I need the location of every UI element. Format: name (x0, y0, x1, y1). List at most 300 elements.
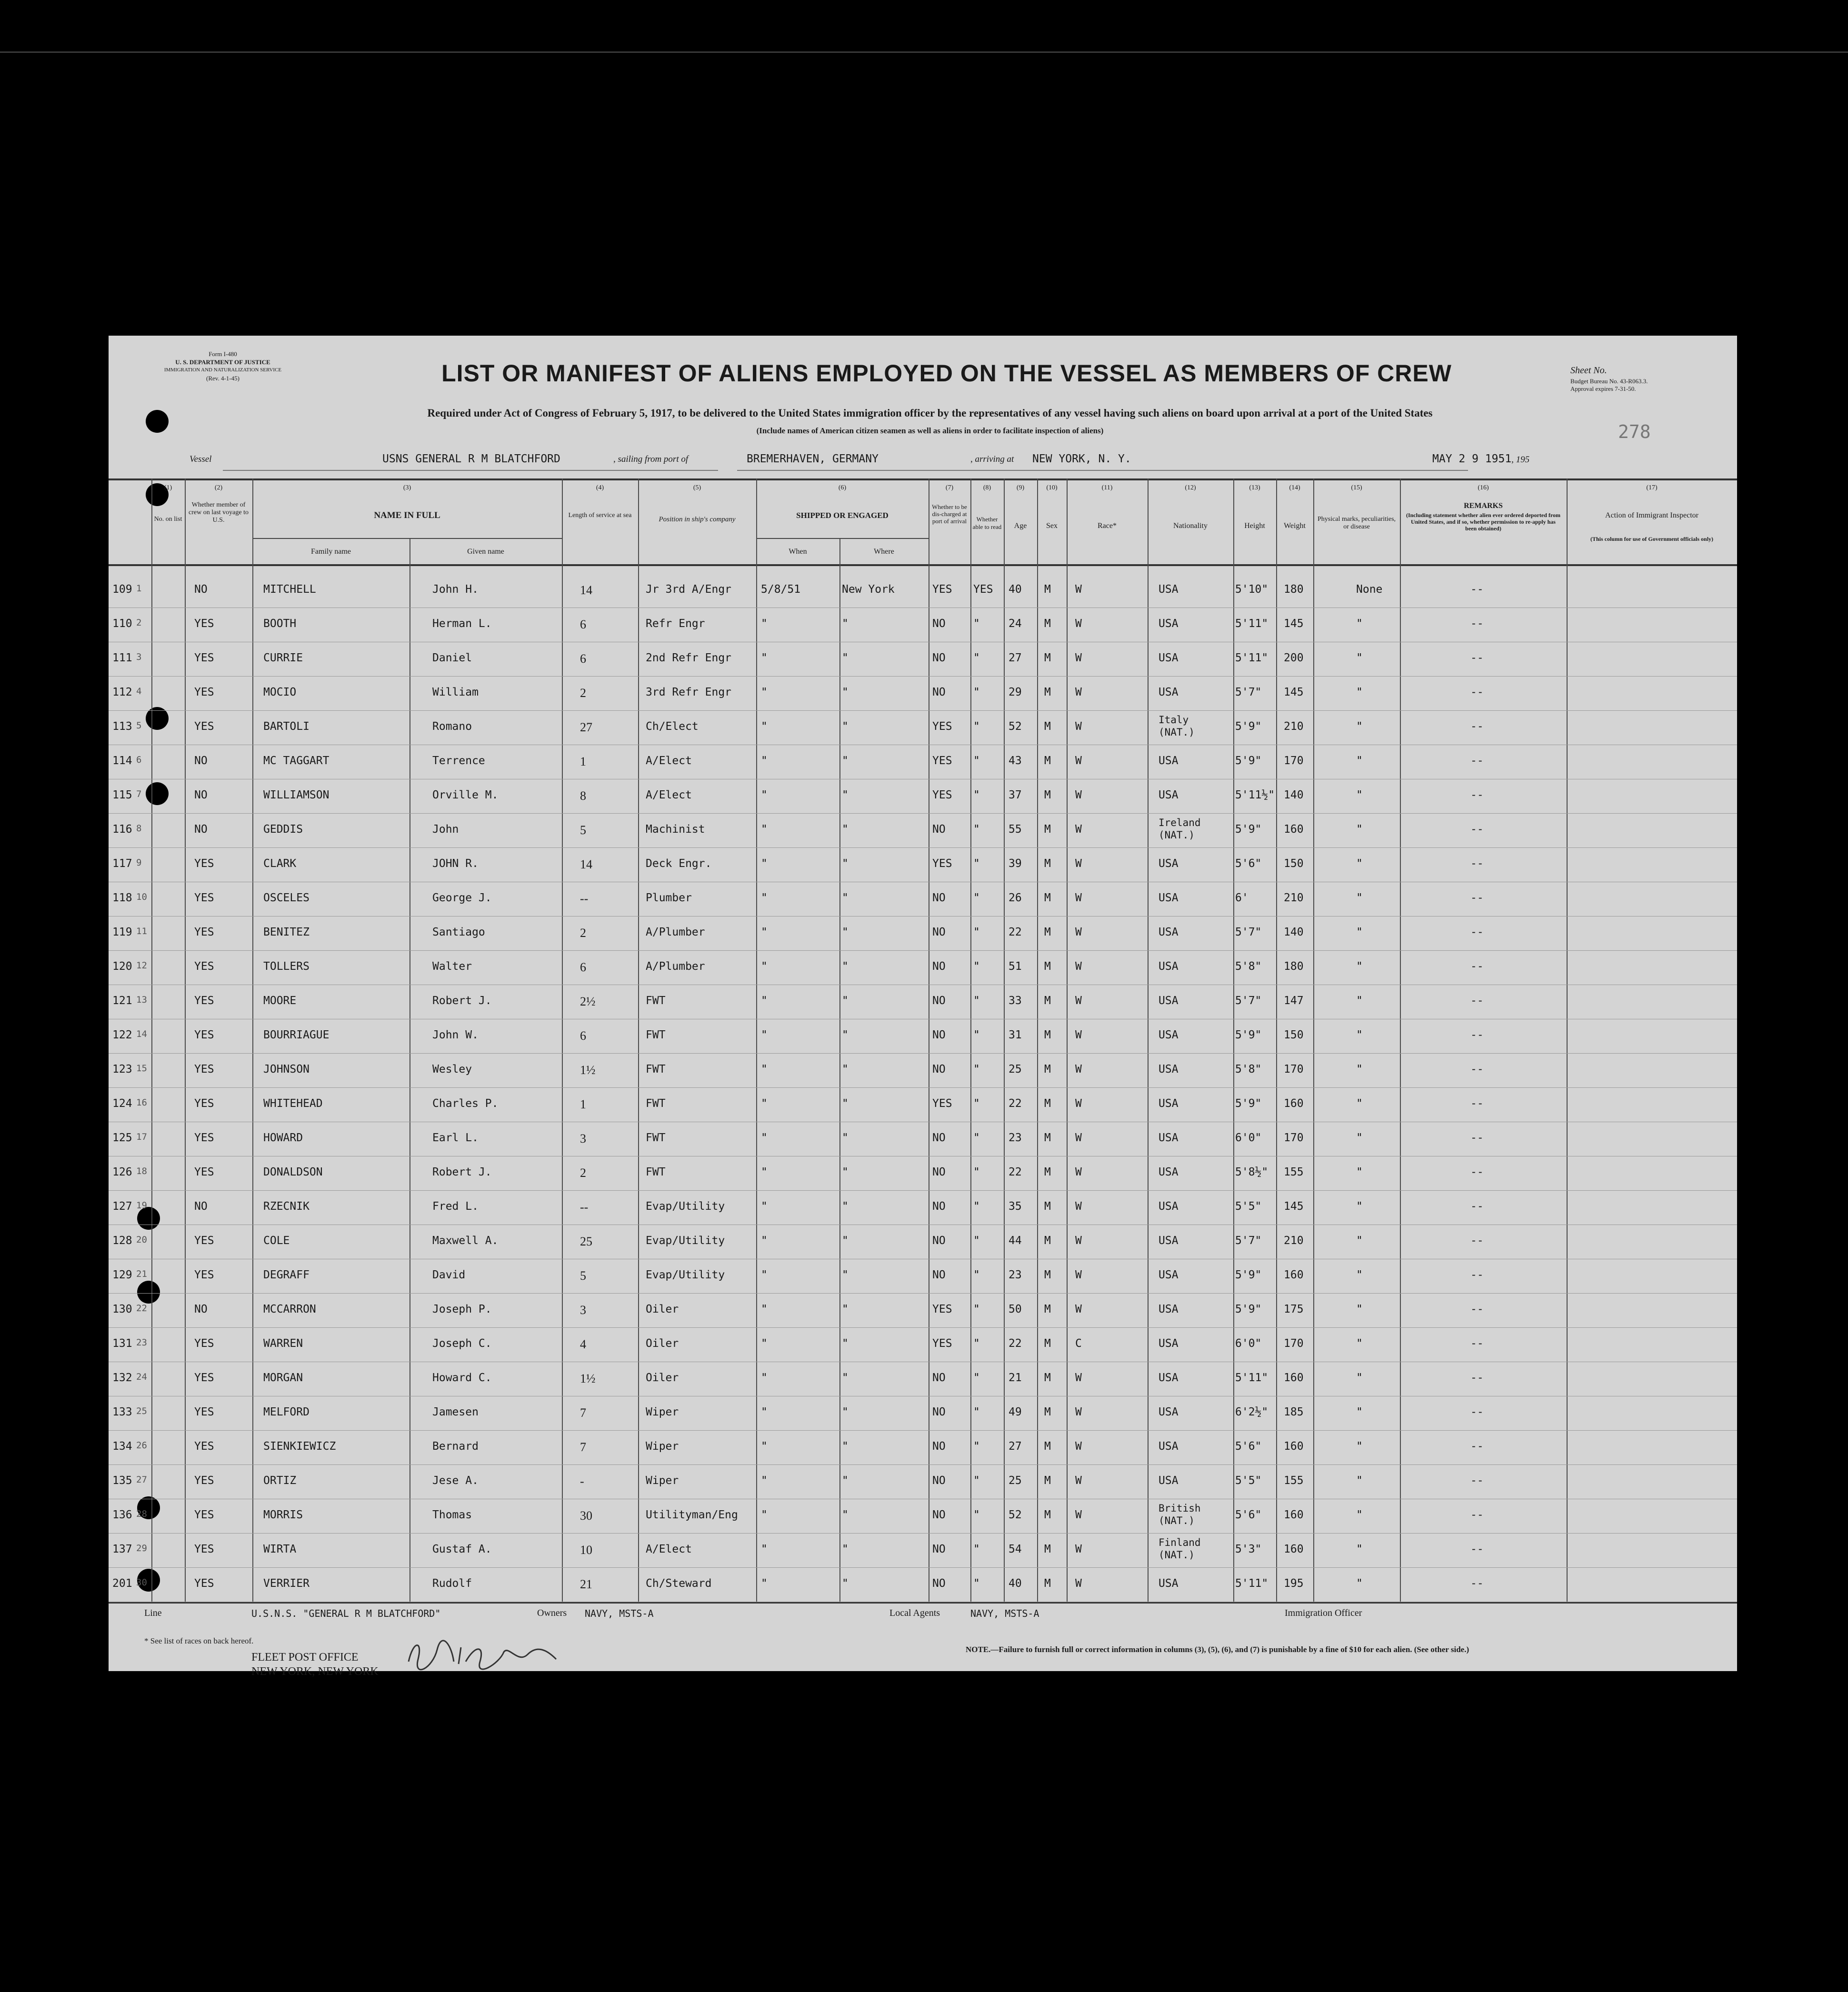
row-age: 44 (1009, 1235, 1022, 1247)
row-position: Wiper (646, 1440, 679, 1453)
row-weight: 195 (1284, 1577, 1304, 1590)
arriving-port: NEW YORK, N. Y. (1032, 453, 1131, 465)
row-where: " (842, 1235, 849, 1247)
col-num-17: (17) (1646, 484, 1658, 491)
row-remarks: -- (1470, 1269, 1484, 1281)
row-crew-last-voyage: YES (194, 1097, 214, 1110)
arriving-label-text: , arriving at (970, 454, 1014, 464)
row-given-name: William (432, 686, 479, 698)
row-length-of-service: 2 (580, 686, 586, 700)
row-discharged: NO (932, 1577, 946, 1590)
row-race: W (1075, 960, 1082, 973)
row-crew-last-voyage: YES (194, 1029, 214, 1041)
arrival-date-value: MAY 2 9 1951 (1432, 453, 1512, 465)
row-race: W (1075, 1577, 1082, 1590)
row-where: " (842, 1474, 849, 1487)
row-original-number: 12 (136, 960, 147, 971)
row-when: " (761, 892, 768, 904)
arrival-date (1432, 453, 1529, 465)
row-family-name: GEDDIS (263, 823, 303, 836)
row-age: 49 (1009, 1406, 1022, 1418)
subtitle: Required under Act of Congress of February 5, 1917, to be delivered to the United States immigration officer by the representatives of any vessel having such aliens on board upon arrival at a port of the United States (427, 407, 1433, 419)
row-age: 40 (1009, 1577, 1022, 1590)
row-able-to-read: " (973, 1132, 980, 1144)
row-physical-marks: " (1356, 1303, 1363, 1315)
row-race: W (1075, 1097, 1082, 1110)
row-where: " (842, 1200, 849, 1213)
row-physical-marks: None (1356, 583, 1383, 596)
row-weight: 147 (1284, 995, 1304, 1007)
row-nationality: USA (1159, 995, 1179, 1007)
row-list-number: 201 (112, 1577, 132, 1590)
row-sex: M (1044, 583, 1051, 596)
row-height: 5'7" (1235, 995, 1262, 1007)
row-family-name: MOCIO (263, 686, 297, 698)
shipped-subheader-rule (756, 538, 929, 539)
row-physical-marks: " (1356, 1543, 1363, 1555)
row-able-to-read: " (973, 1200, 980, 1213)
row-weight: 160 (1284, 1440, 1304, 1453)
subnote: (Include names of American citizen seamen as well as aliens in order to facilitate inspection of aliens) (756, 426, 1104, 435)
row-weight: 140 (1284, 926, 1304, 938)
row-position: 3rd Refr Engr (646, 686, 732, 698)
row-list-number: 134 (112, 1440, 132, 1453)
row-nationality: USA (1159, 1063, 1179, 1076)
row-race: W (1075, 1509, 1082, 1521)
row-physical-marks: " (1356, 960, 1363, 973)
row-sex: M (1044, 789, 1051, 801)
row-discharged: NO (932, 1166, 946, 1178)
row-crew-last-voyage: YES (194, 1543, 214, 1555)
row-race: W (1075, 720, 1082, 733)
row-list-number: 114 (112, 755, 132, 767)
row-race: C (1075, 1337, 1082, 1350)
table-row (109, 1294, 1737, 1328)
row-height: 5'11" (1235, 652, 1269, 664)
row-remarks: -- (1470, 995, 1484, 1007)
row-family-name: BENITEZ (263, 926, 310, 938)
stamp-line-1: FLEET POST OFFICE (251, 1651, 359, 1663)
row-original-number: 13 (136, 995, 147, 1005)
row-sex: M (1044, 1063, 1051, 1076)
row-crew-last-voyage: YES (194, 1235, 214, 1247)
row-original-number: 23 (136, 1337, 147, 1348)
header-able-to-read: Whether able to read (972, 516, 1002, 530)
row-length-of-service: 25 (580, 1235, 592, 1248)
row-list-number: 126 (112, 1166, 132, 1178)
row-family-name: TOLLERS (263, 960, 310, 973)
row-remarks: -- (1470, 1337, 1484, 1350)
row-when: " (761, 755, 768, 767)
row-age: 52 (1009, 1509, 1022, 1521)
row-when: " (761, 1200, 768, 1213)
row-given-name: Howard C. (432, 1372, 492, 1384)
row-weight: 200 (1284, 652, 1304, 664)
row-weight: 180 (1284, 583, 1304, 596)
row-original-number: 16 (136, 1097, 147, 1108)
row-able-to-read: " (973, 652, 980, 664)
row-length-of-service: - (580, 1474, 584, 1488)
row-original-number: 18 (136, 1166, 147, 1176)
row-able-to-read: " (973, 1474, 980, 1487)
row-list-number: 113 (112, 720, 132, 733)
row-physical-marks: " (1356, 1200, 1363, 1213)
row-sex: M (1044, 892, 1051, 904)
row-when: " (761, 618, 768, 630)
row-height: 5'10" (1235, 583, 1269, 596)
page-number: 278 (1618, 421, 1651, 442)
row-position: Utilityman/Eng (646, 1509, 738, 1521)
row-position: Refr Engr (646, 618, 705, 630)
table-row (109, 608, 1737, 642)
row-when: " (761, 995, 768, 1007)
row-given-name: Earl L. (432, 1132, 479, 1144)
row-original-number: 2 (136, 618, 142, 628)
row-discharged: NO (932, 652, 946, 664)
row-crew-last-voyage: NO (194, 789, 208, 801)
row-family-name: WILLIAMSON (263, 789, 330, 801)
row-race: W (1075, 1543, 1082, 1555)
row-race: W (1075, 926, 1082, 938)
row-discharged: NO (932, 1509, 946, 1521)
row-weight: 185 (1284, 1406, 1304, 1418)
row-remarks: -- (1470, 892, 1484, 904)
row-nationality: USA (1159, 1474, 1179, 1487)
row-weight: 155 (1284, 1474, 1304, 1487)
row-when: " (761, 652, 768, 664)
row-discharged: NO (932, 892, 946, 904)
row-remarks: -- (1470, 789, 1484, 801)
row-discharged: NO (932, 1543, 946, 1555)
row-list-number: 110 (112, 618, 132, 630)
row-discharged: NO (932, 1200, 946, 1213)
row-nationality: USA (1159, 755, 1179, 767)
vessel-label (190, 453, 211, 465)
row-sex: M (1044, 995, 1051, 1007)
header-given-name: Given name (467, 548, 504, 556)
row-given-name: Joseph P. (432, 1303, 492, 1315)
row-sex: M (1044, 857, 1051, 870)
row-able-to-read: " (973, 1440, 980, 1453)
row-length-of-service: 1 (580, 755, 586, 768)
row-discharged: NO (932, 995, 946, 1007)
row-list-number: 120 (112, 960, 132, 973)
row-race: W (1075, 1440, 1082, 1453)
row-length-of-service: 7 (580, 1440, 586, 1454)
row-list-number: 109 (112, 583, 132, 596)
row-original-number: 10 (136, 892, 147, 902)
row-remarks: -- (1470, 1235, 1484, 1247)
row-physical-marks: " (1356, 1063, 1363, 1076)
col-num-4: (4) (596, 484, 604, 491)
row-nationality: USA (1159, 1132, 1179, 1144)
row-sex: M (1044, 1097, 1051, 1110)
row-original-number: 14 (136, 1029, 147, 1039)
row-able-to-read: " (973, 755, 980, 767)
table-row (109, 1465, 1737, 1499)
arriving-underline (1030, 470, 1468, 471)
table-row (109, 1568, 1737, 1602)
row-race: W (1075, 1269, 1082, 1281)
row-remarks: -- (1470, 618, 1484, 630)
row-sex: M (1044, 1166, 1051, 1178)
row-discharged: YES (932, 1097, 952, 1110)
row-list-number: 116 (112, 823, 132, 836)
punch-hole (146, 410, 169, 433)
header-name-in-full: NAME IN FULL (374, 510, 440, 520)
col-num-5: (5) (693, 484, 701, 491)
row-remarks: -- (1470, 583, 1484, 596)
header-position: Position in ship's company (659, 516, 736, 523)
row-sex: M (1044, 1509, 1051, 1521)
row-remarks: -- (1470, 1200, 1484, 1213)
row-able-to-read: " (973, 789, 980, 801)
row-crew-last-voyage: YES (194, 720, 214, 733)
row-where: " (842, 892, 849, 904)
row-weight: 160 (1284, 823, 1304, 836)
footer-owners-value: NAVY, MSTS-A (585, 1608, 654, 1619)
row-position: Evap/Utility (646, 1269, 725, 1281)
row-family-name: MC TAGGART (263, 755, 330, 767)
row-given-name: John W. (432, 1029, 479, 1041)
row-nationality: USA (1159, 1337, 1179, 1350)
page-title: LIST OR MANIFEST OF ALIENS EMPLOYED ON THE VESSEL AS MEMBERS OF CREW (441, 360, 1452, 387)
row-given-name: Fred L. (432, 1200, 479, 1213)
row-crew-last-voyage: NO (194, 583, 208, 596)
row-length-of-service: 6 (580, 618, 586, 631)
row-race: W (1075, 686, 1082, 698)
row-given-name: Jese A. (432, 1474, 479, 1487)
table-row (109, 1534, 1737, 1568)
row-weight: 210 (1284, 1235, 1304, 1247)
table-row (109, 1191, 1737, 1225)
col-num-7: (7) (945, 484, 954, 491)
row-height: 5'6" (1235, 857, 1262, 870)
table-row (109, 848, 1737, 882)
row-race: W (1075, 755, 1082, 767)
row-when: " (761, 1303, 768, 1315)
row-nationality: USA (1159, 1097, 1179, 1110)
header-race: Race* (1098, 522, 1117, 530)
row-sex: M (1044, 823, 1051, 836)
table-row (109, 916, 1737, 951)
row-crew-last-voyage: YES (194, 995, 214, 1007)
row-able-to-read: " (973, 1509, 980, 1521)
row-crew-last-voyage: YES (194, 960, 214, 973)
row-when: " (761, 720, 768, 733)
row-list-number: 122 (112, 1029, 132, 1041)
row-position: FWT (646, 995, 666, 1007)
row-given-name: Bernard (432, 1440, 479, 1453)
row-crew-last-voyage: YES (194, 1166, 214, 1178)
row-list-number: 129 (112, 1269, 132, 1281)
row-discharged: YES (932, 583, 952, 596)
row-physical-marks: " (1356, 1440, 1363, 1453)
row-crew-last-voyage: YES (194, 1474, 214, 1487)
row-physical-marks: " (1356, 1577, 1363, 1590)
header-shipped-or-engaged: SHIPPED OR ENGAGED (796, 511, 889, 520)
row-given-name: Robert J. (432, 1166, 492, 1178)
row-race: W (1075, 1200, 1082, 1213)
sailing-label-text: , sailing from port of (613, 454, 689, 464)
row-able-to-read: " (973, 618, 980, 630)
row-when: " (761, 960, 768, 973)
row-position: FWT (646, 1097, 666, 1110)
row-original-number: 4 (136, 686, 142, 697)
row-discharged: NO (932, 926, 946, 938)
row-position: Jr 3rd A/Engr (646, 583, 732, 596)
row-remarks: -- (1470, 1474, 1484, 1487)
footer-line-value: U.S.N.S. "GENERAL R M BLATCHFORD" (251, 1608, 441, 1619)
row-position: Oiler (646, 1303, 679, 1315)
header-no-on-list: No. on list (154, 516, 182, 523)
row-when: " (761, 1509, 768, 1521)
col-num-13: (13) (1249, 484, 1260, 491)
table-row (109, 1499, 1737, 1534)
row-list-number: 112 (112, 686, 132, 698)
form-identifier (137, 350, 309, 382)
row-able-to-read: " (973, 1269, 980, 1281)
row-given-name: Wesley (432, 1063, 472, 1076)
row-weight: 160 (1284, 1543, 1304, 1555)
row-race: W (1075, 1132, 1082, 1144)
row-list-number: 111 (112, 652, 132, 664)
row-able-to-read: " (973, 1235, 980, 1247)
row-height: 5'9" (1235, 755, 1262, 767)
row-where: " (842, 1372, 849, 1384)
row-where: " (842, 1509, 849, 1521)
row-height: 5'11" (1235, 618, 1269, 630)
row-when: " (761, 926, 768, 938)
row-sex: M (1044, 686, 1051, 698)
row-nationality: Ireland (NAT.) (1159, 817, 1201, 841)
row-position: Deck Engr. (646, 857, 712, 870)
row-when: " (761, 686, 768, 698)
row-age: 52 (1009, 720, 1022, 733)
row-physical-marks: " (1356, 823, 1363, 836)
row-nationality: USA (1159, 618, 1179, 630)
row-sex: M (1044, 1303, 1051, 1315)
row-crew-last-voyage: YES (194, 892, 214, 904)
row-race: W (1075, 1063, 1082, 1076)
row-sex: M (1044, 1440, 1051, 1453)
row-remarks: -- (1470, 652, 1484, 664)
row-height: 5'6" (1235, 1440, 1262, 1453)
row-discharged: NO (932, 1132, 946, 1144)
footer-officer-label: Immigration Officer (1285, 1608, 1362, 1618)
row-when: " (761, 1474, 768, 1487)
row-age: 26 (1009, 892, 1022, 904)
col-num-16: (16) (1478, 484, 1489, 491)
row-age: 51 (1009, 960, 1022, 973)
row-where: " (842, 618, 849, 630)
row-able-to-read: " (973, 1029, 980, 1041)
row-able-to-read: " (973, 926, 980, 938)
row-crew-last-voyage: YES (194, 1063, 214, 1076)
row-list-number: 119 (112, 926, 132, 938)
row-sex: M (1044, 1269, 1051, 1281)
row-remarks: -- (1470, 857, 1484, 870)
table-row (109, 882, 1737, 916)
row-race: W (1075, 1029, 1082, 1041)
row-given-name: Thomas (432, 1509, 472, 1521)
row-age: 25 (1009, 1063, 1022, 1076)
row-nationality: USA (1159, 1372, 1179, 1384)
row-able-to-read: " (973, 892, 980, 904)
row-position: 2nd Refr Engr (646, 652, 732, 664)
row-height: 6'0" (1235, 1132, 1262, 1144)
row-when: 5/8/51 (761, 583, 801, 596)
row-weight: 145 (1284, 686, 1304, 698)
row-where: " (842, 1029, 849, 1041)
row-position: A/Elect (646, 1543, 692, 1555)
row-given-name: David (432, 1269, 466, 1281)
header-height: Height (1244, 522, 1265, 530)
row-family-name: MITCHELL (263, 583, 316, 596)
col-num-8: (8) (983, 484, 991, 491)
table-row (109, 711, 1737, 745)
row-able-to-read: " (973, 686, 980, 698)
row-discharged: YES (932, 720, 952, 733)
row-height: 5'8" (1235, 960, 1262, 973)
row-physical-marks: " (1356, 1474, 1363, 1487)
row-family-name: ORTIZ (263, 1474, 297, 1487)
row-remarks: -- (1470, 1509, 1484, 1521)
col-num-14: (14) (1289, 484, 1300, 491)
row-weight: 175 (1284, 1303, 1304, 1315)
row-when: " (761, 1166, 768, 1178)
row-nationality: USA (1159, 1166, 1179, 1178)
row-remarks: -- (1470, 1543, 1484, 1555)
row-weight: 160 (1284, 1269, 1304, 1281)
row-discharged: NO (932, 618, 946, 630)
row-age: 39 (1009, 857, 1022, 870)
row-nationality: USA (1159, 1303, 1179, 1315)
row-length-of-service: 6 (580, 652, 586, 666)
row-height: 5'9" (1235, 720, 1262, 733)
row-weight: 140 (1284, 789, 1304, 801)
row-list-number: 132 (112, 1372, 132, 1384)
row-age: 22 (1009, 1097, 1022, 1110)
row-list-number: 124 (112, 1097, 132, 1110)
row-family-name: BARTOLI (263, 720, 310, 733)
header-bottom-rule (109, 564, 1737, 566)
row-length-of-service: 4 (580, 1337, 586, 1351)
row-position: Ch/Elect (646, 720, 699, 733)
approval-expiry: Approval expires 7-31-50. (1570, 385, 1636, 392)
row-given-name: Terrence (432, 755, 485, 767)
row-position: FWT (646, 1029, 666, 1041)
row-weight: 160 (1284, 1372, 1304, 1384)
header-age: Age (1014, 522, 1027, 530)
row-height: 5'9" (1235, 1269, 1262, 1281)
row-list-number: 137 (112, 1543, 132, 1555)
header-weight: Weight (1284, 522, 1306, 530)
row-weight: 170 (1284, 1337, 1304, 1350)
footer-line-label: Line (144, 1608, 162, 1618)
row-where: " (842, 789, 849, 801)
row-age: 24 (1009, 618, 1022, 630)
row-crew-last-voyage: YES (194, 1509, 214, 1521)
row-remarks: -- (1470, 1029, 1484, 1041)
row-sex: M (1044, 960, 1051, 973)
row-race: W (1075, 1303, 1082, 1315)
row-age: 33 (1009, 995, 1022, 1007)
row-weight: 170 (1284, 755, 1304, 767)
col-num-1: (1) (164, 484, 172, 491)
row-able-to-read: " (973, 1577, 980, 1590)
row-position: FWT (646, 1166, 666, 1178)
